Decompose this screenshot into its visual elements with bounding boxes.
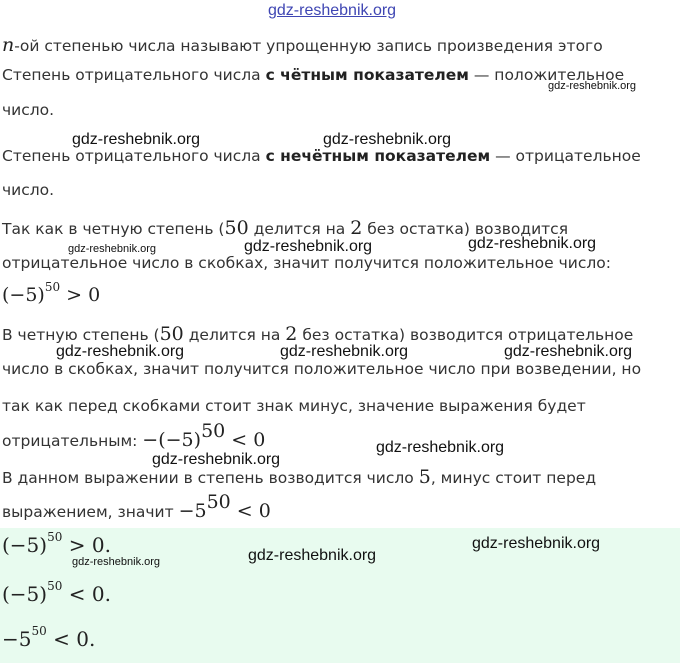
watermark-link[interactable]: gdz-reshebnik.org	[268, 2, 397, 19]
formula-line-8	[2, 279, 101, 306]
text-segment: Так как в четную степень (	[2, 220, 225, 238]
watermark: gdz-reshebnik.org	[72, 131, 201, 148]
text-segment: Степень отрицательного числа	[2, 147, 266, 165]
formula-exponent: 50	[47, 530, 63, 545]
math-number: 2	[350, 217, 363, 239]
math-number: 5	[418, 466, 431, 488]
text-segment: выражением, значит	[2, 503, 179, 521]
formula-base: (−5)	[2, 533, 48, 557]
watermark: gdz-reshebnik.org	[56, 343, 185, 360]
text-line-1	[2, 34, 603, 56]
text-line-3: число.	[2, 101, 55, 119]
text-segment: — отрицательное	[490, 147, 641, 165]
formula-exponent: 50	[44, 279, 61, 294]
watermark: gdz-reshebnik.org	[152, 451, 281, 468]
text-segment: — положительное	[468, 66, 625, 84]
watermark: gdz-reshebnik.org	[280, 343, 409, 360]
text-line-7: отрицательное число в скобках, значит получится положительное число:	[2, 254, 611, 272]
text-line-12	[2, 419, 266, 451]
text-segment: отрицательным:	[2, 432, 143, 450]
text-line-4	[2, 147, 641, 165]
math-variable-n: n	[2, 34, 15, 56]
text-segment: В данном выражении в степень возводится число	[2, 469, 419, 487]
watermark: gdz-reshebnik.org	[468, 235, 597, 252]
text-segment: -ой степенью числа называют упрощенную запись произведения этого	[14, 37, 603, 55]
formula-rest: < 0	[225, 429, 266, 451]
text-line-2	[2, 66, 624, 84]
math-number: 2	[285, 323, 298, 345]
watermark: gdz-reshebnik.org	[548, 80, 637, 92]
formula-rest: > 0.	[62, 533, 111, 557]
answer-line-3	[2, 624, 96, 651]
text-segment: делится на	[248, 220, 351, 238]
bold-term: с нечётным показателем	[265, 147, 491, 165]
text-line-9	[2, 323, 633, 345]
formula-base: (−5)	[2, 284, 45, 306]
watermark: gdz-reshebnik.org	[248, 547, 377, 564]
text-segment: без остатка) возводится	[362, 220, 569, 238]
bold-term: с чётным показателем	[265, 66, 469, 84]
text-segment: делится на	[183, 326, 286, 344]
math-number: 50	[224, 217, 249, 239]
text-line-10: число в скобках, значит получится положительное число при возведении, но	[2, 360, 642, 378]
text-line-14	[2, 490, 271, 522]
answer-line-2	[2, 579, 111, 606]
formula-rest: < 0	[230, 500, 271, 522]
watermark: gdz-reshebnik.org	[504, 343, 633, 360]
watermark: gdz-reshebnik.org	[472, 535, 601, 552]
answer-line-1	[2, 530, 111, 557]
text-line-5: число.	[2, 181, 55, 199]
formula-exponent: 50	[31, 624, 47, 639]
text-segment: без остатка) возводится отрицательное	[297, 326, 634, 344]
formula-base: −5	[178, 500, 207, 522]
text-segment: В четную степень (	[2, 326, 160, 344]
watermark: gdz-reshebnik.org	[323, 131, 452, 148]
formula-base: (−5)	[2, 582, 48, 606]
formula-exponent: 50	[47, 579, 63, 594]
formula-exponent: 50	[201, 419, 226, 442]
formula-exponent: 50	[206, 490, 231, 513]
text-segment: , минус стоит перед	[430, 469, 597, 487]
text-line-11: так как перед скобками стоит знак минус, значение выражения будет	[2, 397, 586, 415]
formula-rest: < 0.	[62, 582, 111, 606]
watermark: gdz-reshebnik.org	[244, 238, 373, 255]
watermark: gdz-reshebnik.org	[376, 439, 505, 456]
math-number: 50	[159, 323, 184, 345]
watermark: gdz-reshebnik.org	[72, 556, 161, 568]
formula-base: −5	[2, 627, 32, 651]
text-segment: Степень отрицательного числа	[2, 66, 266, 84]
text-line-13	[2, 466, 596, 488]
formula-rest: < 0.	[46, 627, 96, 651]
formula-rest: > 0	[60, 284, 101, 306]
formula-base: −(−5)	[142, 429, 202, 451]
watermark: gdz-reshebnik.org	[68, 243, 157, 255]
